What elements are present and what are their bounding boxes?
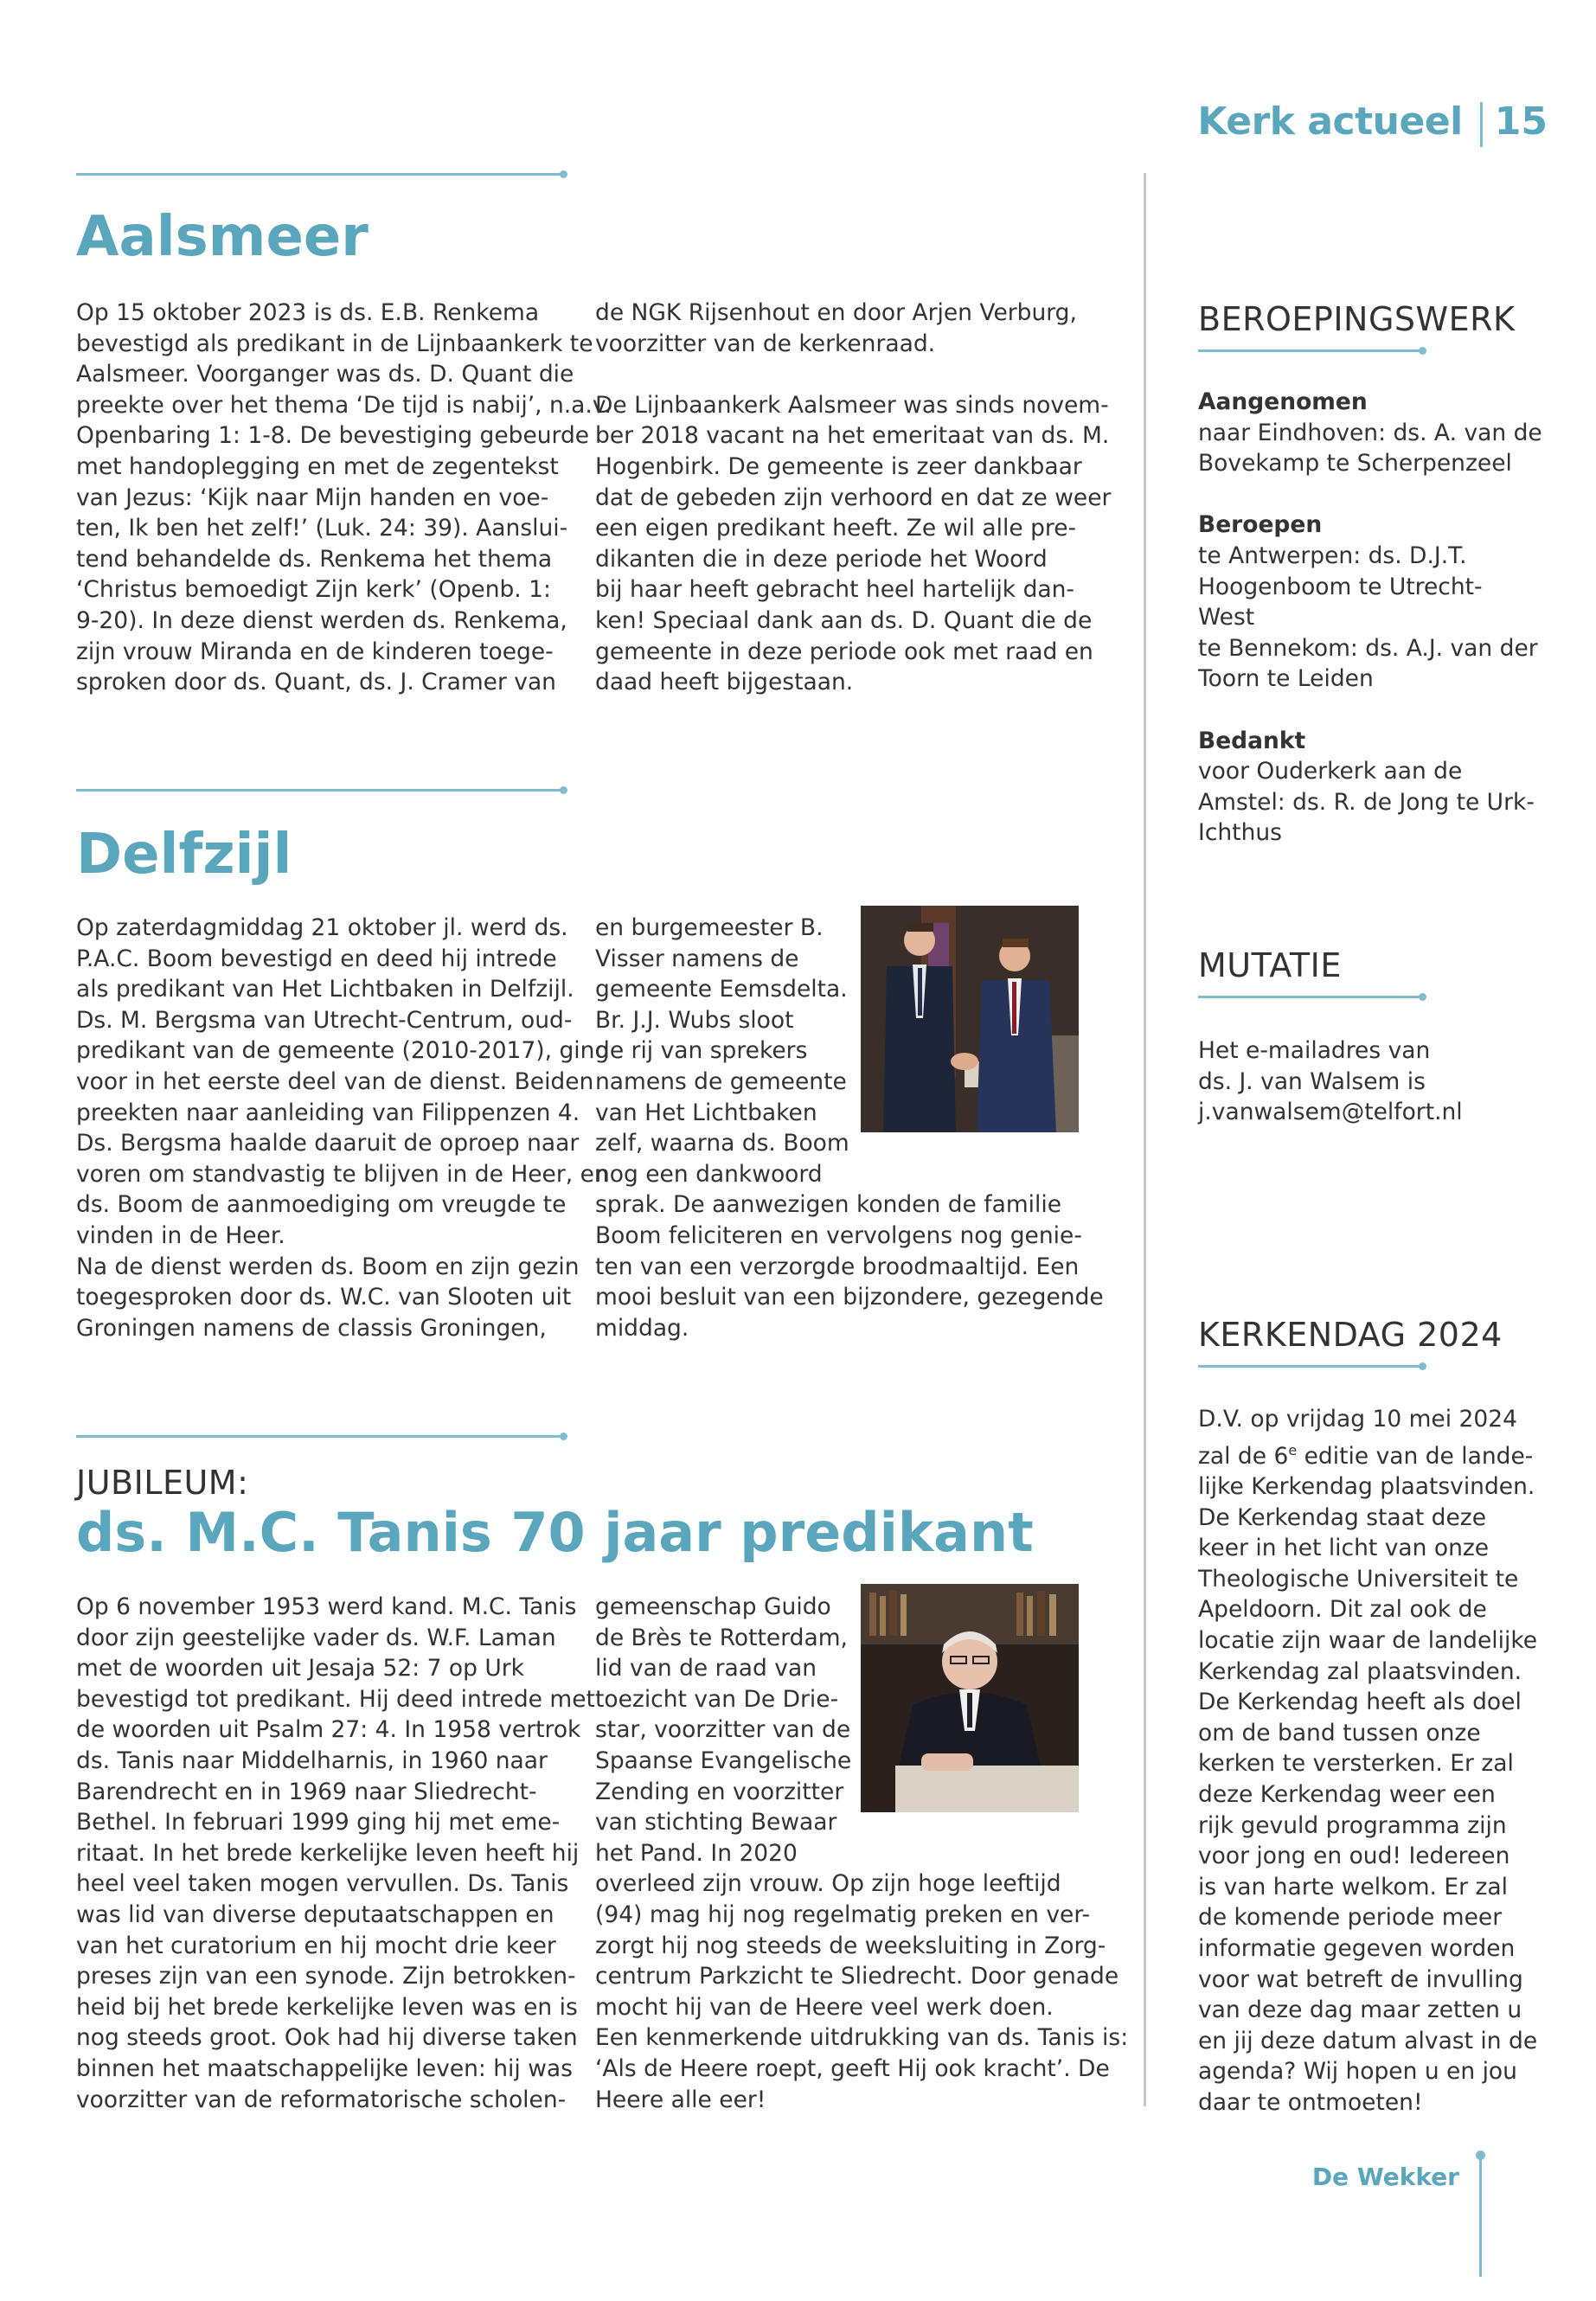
delfzijl-col2-line: namens de gemeente bbox=[595, 1067, 847, 1095]
kerkendag-line: kerken te versterken. Er zal bbox=[1198, 1750, 1514, 1778]
jubileum-col1-line: was lid van diverse deputaatschappen en bbox=[76, 1900, 554, 1928]
aalsmeer-col1-line: ‘Christus bemoedigt Zijn kerk’ (Openb. 1: bbox=[76, 576, 551, 604]
jubileum-col2-line: het Pand. In 2020 bbox=[595, 1839, 798, 1867]
beroepingswerk-rule bbox=[1198, 349, 1423, 352]
aalsmeer-col1-line: Aalsmeer. Voorganger was ds. D. Quant die bbox=[76, 361, 574, 388]
delfzijl-col1 bbox=[76, 913, 609, 1343]
jubileum-col2-line: star, voorzitter van de bbox=[595, 1716, 851, 1744]
running-header bbox=[1197, 95, 1548, 147]
aangenomen-line: naar Eindhoven: ds. A. van de bbox=[1198, 419, 1542, 446]
aalsmeer-col1-line: Op 15 oktober 2023 is ds. E.B. Renkema bbox=[76, 299, 540, 326]
jubileum-col2-line: toezicht van De Drie- bbox=[595, 1685, 839, 1713]
kerkendag-line: rijk gevuld programma zijn bbox=[1198, 1811, 1507, 1839]
aalsmeer-col2-line: ken! Speciaal dank aan ds. D. Quant die de bbox=[595, 606, 1093, 634]
jubileum-col2-line: Zending en voorzitter bbox=[595, 1778, 844, 1805]
aalsmeer-col2-line: De Lijnbaankerk Aalsmeer was sinds novem- bbox=[595, 391, 1109, 419]
footer-publication: De Wekker bbox=[1311, 2163, 1459, 2191]
delfzijl-col2-line: van Het Lichtbaken bbox=[595, 1099, 817, 1126]
jubileum-col1-line: Bethel. In februari 1999 ging hij met eme- bbox=[76, 1809, 561, 1836]
jubileum-rule bbox=[76, 1435, 564, 1438]
aalsmeer-col1-line: zijn vrouw Miranda en de kinderen toege- bbox=[76, 638, 554, 665]
kerkendag-line: De Kerkendag heeft als doel bbox=[1198, 1689, 1522, 1716]
delfzijl-col2-line: ten van een verzorgde broodmaaltijd. Een bbox=[595, 1253, 1080, 1280]
delfzijl-col1-line: voor in het eerste deel van de dienst. Beiden bbox=[76, 1067, 594, 1095]
jubileum-col2-line: mocht hij van de Heere veel werk doen. bbox=[595, 1993, 1054, 2021]
delfzijl-title: Delfzijl bbox=[76, 823, 292, 887]
kerkendag-line: informatie gegeven worden bbox=[1198, 1934, 1516, 1962]
jubileum-col2-line: zorgt hij nog steeds de weeksluiting in Zorg- bbox=[595, 1932, 1106, 1959]
mutatie-heading: MUTATIE bbox=[1198, 946, 1342, 984]
kerkendag-line: De Kerkendag staat deze bbox=[1198, 1503, 1487, 1531]
jubileum-col2-line: (94) mag hij nog regelmatig preken en ver- bbox=[595, 1900, 1091, 1928]
footer-rule-dot bbox=[1476, 2150, 1485, 2160]
aangenomen-line: Bovekamp te Scherpenzeel bbox=[1198, 450, 1512, 478]
aalsmeer-col1-line: bevestigd als predikant in de Lijnbaankerk te bbox=[76, 330, 593, 357]
aalsmeer-col1-line: sproken door ds. Quant, ds. J. Cramer van bbox=[76, 669, 556, 696]
mutatie-line: j.vanwalsem@telfort.nl bbox=[1198, 1099, 1463, 1126]
column-divider bbox=[1144, 173, 1146, 2106]
jubileum-title: ds. M.C. Tanis 70 jaar predikant bbox=[76, 1501, 1034, 1564]
jubileum-col1-line: Op 6 november 1953 werd kand. M.C. Tanis bbox=[76, 1593, 577, 1620]
beroepingswerk-heading: BEROEPINGSWERK bbox=[1198, 300, 1516, 338]
kerkendag-line: Apeldoorn. Dit zal ook de bbox=[1198, 1596, 1487, 1624]
beroepingswerk-list bbox=[1198, 387, 1542, 849]
jubileum-col1-line: de woorden uit Psalm 27: 4. In 1958 vertrok bbox=[76, 1716, 581, 1744]
kerkendag-line: de komende periode meer bbox=[1198, 1904, 1503, 1932]
beroepen-line: te Bennekom: ds. A.J. van der bbox=[1198, 634, 1538, 662]
jubileum-kicker: JUBILEUM: bbox=[76, 1464, 249, 1502]
aalsmeer-col1-line: 9-20). In deze dienst werden ds. Renkema, bbox=[76, 606, 567, 634]
aalsmeer-col2-line bbox=[595, 359, 1111, 390]
delfzijl-col2-line: Visser namens de bbox=[595, 945, 799, 972]
footer-rule bbox=[1479, 2154, 1482, 2277]
jubileum-col1-line: van het curatorium en hij mocht drie keer bbox=[76, 1932, 556, 1959]
jubileum-col1-line: door zijn geestelijke vader ds. W.F. Laman bbox=[76, 1624, 556, 1651]
aalsmeer-col1-line: Openbaring 1: 1-8. De bevestiging gebeurde bbox=[76, 422, 590, 450]
jubileum-col2-line: gemeenschap Guido bbox=[595, 1593, 831, 1620]
beroepen-line: te Antwerpen: ds. D.J.T. bbox=[1198, 542, 1467, 569]
jubileum-col2-line: overleed zijn vrouw. Op zijn hoge leeftijd bbox=[595, 1870, 1061, 1898]
kerkendag-line: voor wat betreft de invulling bbox=[1198, 1965, 1523, 1993]
bedankt-text bbox=[1198, 756, 1542, 849]
kerkendag-rule bbox=[1198, 1365, 1423, 1368]
jubileum-col1-line: heid bij het brede kerkelijke leven was en is bbox=[76, 1993, 578, 2021]
beroepen-line: Toorn te Leiden bbox=[1198, 665, 1374, 693]
bedankt-line: Ichthus bbox=[1198, 819, 1282, 847]
aalsmeer-col2-line: dat de gebeden zijn verhoord en dat ze weer bbox=[595, 484, 1112, 511]
aalsmeer-col2-line: dikanten die in deze periode het Woord bbox=[595, 545, 1048, 573]
delfzijl-col1-line: toegesproken door ds. W.C. van Slooten uit bbox=[76, 1284, 572, 1311]
kerkendag-text bbox=[1198, 1404, 1537, 2118]
delfzijl-col2-line: middag. bbox=[595, 1314, 689, 1342]
mutatie-line: Het e-mailadres van bbox=[1198, 1037, 1431, 1064]
jubileum-col2-line: de Brès te Rotterdam, bbox=[595, 1624, 848, 1651]
aalsmeer-col1-line: ten, Ik ben het zelf!’ (Luk. 24: 39). Aanslui- bbox=[76, 515, 568, 542]
jubileum-col2-line: Spaanse Evangelische bbox=[595, 1747, 852, 1774]
delfzijl-col1-line: als predikant van Het Lichtbaken in Delfzijl. bbox=[76, 976, 574, 1003]
aangenomen-text bbox=[1198, 418, 1542, 479]
aalsmeer-col2-line: daad heeft bijgestaan. bbox=[595, 669, 854, 696]
delfzijl-col2-line: en burgemeester B. bbox=[595, 914, 824, 941]
delfzijl-col1-line: Groningen namens de classis Groningen, bbox=[76, 1314, 547, 1342]
jubileum-col1-line: nog steeds groot. Ook had hij diverse taken bbox=[76, 2024, 578, 2052]
jubileum-col1-line: met de woorden uit Jesaja 52: 7 op Urk bbox=[76, 1655, 524, 1682]
aalsmeer-col2 bbox=[595, 298, 1111, 698]
mutatie-text bbox=[1198, 1035, 1463, 1128]
delfzijl-col1-line: Na de dienst werden ds. Boom en zijn gezin bbox=[76, 1253, 580, 1280]
kerkendag-line: lijke Kerkendag plaatsvinden. bbox=[1198, 1473, 1535, 1501]
aalsmeer-rule bbox=[76, 173, 564, 176]
kerkendag-line: voor jong en oud! Iedereen bbox=[1198, 1843, 1510, 1870]
delfzijl-col1-line: vinden in de Heer. bbox=[76, 1221, 285, 1249]
kerkendag-line: locatie zijn waar de landelijke bbox=[1198, 1626, 1538, 1654]
delfzijl-col1-line: P.A.C. Boom bevestigd en deed hij intrede bbox=[76, 945, 557, 972]
kerkendag-line: en jij deze datum alvast in de bbox=[1198, 2027, 1538, 2054]
kerkendag-line: Kerkendag zal plaatsvinden. bbox=[1198, 1657, 1522, 1685]
aalsmeer-title: Aalsmeer bbox=[76, 205, 369, 269]
delfzijl-col1-line: voren om standvastig te blijven in de Heer, en bbox=[76, 1160, 609, 1188]
jubileum-col2-line: centrum Parkzicht te Sliedrecht. Door genade bbox=[595, 1963, 1119, 1990]
mutatie-rule bbox=[1198, 996, 1423, 998]
aalsmeer-col2-line: de NGK Rijsenhout en door Arjen Verburg, bbox=[595, 299, 1077, 326]
handshake-illustration bbox=[861, 906, 1079, 1132]
mutatie-line: ds. J. van Walsem is bbox=[1198, 1067, 1426, 1095]
kerkendag-line: van deze dag maar zetten u bbox=[1198, 1997, 1522, 2024]
delfzijl-col1-line: preekten naar aanleiding van Filippenzen 4. bbox=[76, 1099, 580, 1126]
jubileum-col2-line: Heere alle eer! bbox=[595, 2086, 766, 2113]
aalsmeer-col1-line: preekte over het thema ‘De tijd is nabij’, n.a.v. bbox=[76, 391, 612, 419]
jubileum-col1-line: ds. Tanis naar Middelharnis, in 1960 naar bbox=[76, 1747, 548, 1774]
delfzijl-col1-line: predikant van de gemeente (2010-2017), ging bbox=[76, 1037, 610, 1065]
handshake-photo bbox=[861, 906, 1079, 1132]
jubileum-col1-line: heel veel taken mogen vervullen. Ds. Tanis bbox=[76, 1870, 569, 1898]
delfzijl-col2-line: zelf, waarna ds. Boom bbox=[595, 1130, 849, 1157]
aalsmeer-col1 bbox=[76, 298, 612, 698]
aalsmeer-col1-line: tend behandelde ds. Renkema het thema bbox=[76, 545, 553, 573]
kerkendag-line-2: zal de 6e editie van de lande- bbox=[1198, 1441, 1534, 1470]
jubileum-col1-line: voorzitter van de reformatorische scholen- bbox=[76, 2086, 567, 2113]
section-title: Kerk actueel bbox=[1197, 99, 1463, 144]
delfzijl-col1-line: Ds. M. Bergsma van Utrecht-Centrum, oud- bbox=[76, 1006, 573, 1034]
bedankt-line: voor Ouderkerk aan de bbox=[1198, 758, 1463, 785]
delfzijl-col2-line: gemeente Eemsdelta. bbox=[595, 976, 848, 1003]
jubileum-col1 bbox=[76, 1592, 595, 2115]
aalsmeer-col2-line: een eigen predikant heeft. Ze wil alle pre- bbox=[595, 515, 1077, 542]
bedankt-line: Amstel: ds. R. de Jong te Urk- bbox=[1198, 788, 1535, 816]
tanis-photo bbox=[861, 1584, 1079, 1812]
kerkendag-heading: KERKENDAG 2024 bbox=[1198, 1316, 1503, 1354]
delfzijl-col1-line: ds. Boom de aanmoediging om vreugde te bbox=[76, 1191, 567, 1219]
delfzijl-col1-line: Op zaterdagmiddag 21 oktober jl. werd ds. bbox=[76, 914, 568, 941]
beroepen-text bbox=[1198, 541, 1542, 695]
beroepen-line: Hoogenboom te Utrecht- bbox=[1198, 573, 1483, 600]
jubileum-col1-line: binnen het maatschappelijke leven: hij was bbox=[76, 2054, 573, 2082]
jubileum-col2-line: van stichting Bewaar bbox=[595, 1809, 837, 1836]
beroepen-line: West bbox=[1198, 604, 1255, 631]
delfzijl-col2-line: Br. J.J. Wubs sloot bbox=[595, 1006, 794, 1034]
kerkendag-line: om de band tussen onze bbox=[1198, 1719, 1481, 1747]
aalsmeer-col2-line: gemeente in deze periode ook met raad en bbox=[595, 638, 1093, 665]
jubileum-col1-line: bevestigd tot predikant. Hij deed intrede met bbox=[76, 1685, 595, 1713]
kerkendag-line: daar te ontmoeten! bbox=[1198, 2088, 1423, 2116]
jubileum-col1-line: ritaat. In het brede kerkelijke leven heeft hij bbox=[76, 1839, 580, 1867]
aalsmeer-col2-line: ber 2018 vacant na het emeritaat van ds. M. bbox=[595, 422, 1110, 450]
kerkendag-line: is van harte welkom. Er zal bbox=[1198, 1873, 1508, 1900]
jubileum-col2-line: ‘Als de Heere roept, geeft Hij ook kracht’. De bbox=[595, 2054, 1110, 2082]
page-number: 15 bbox=[1494, 99, 1548, 144]
aangenomen-label: Aangenomen bbox=[1198, 388, 1368, 415]
jubileum-col1-line: preses zijn van een synode. Zijn betrokken- bbox=[76, 1963, 576, 1990]
header-divider bbox=[1480, 102, 1483, 147]
kerkendag-line-1: D.V. op vrijdag 10 mei 2024 bbox=[1198, 1406, 1517, 1433]
delfzijl-rule bbox=[76, 789, 564, 792]
delfzijl-col1-line: Ds. Bergsma haalde daaruit de oproep naar bbox=[76, 1130, 580, 1157]
delfzijl-col2-line: Boom feliciteren en vervolgens nog genie- bbox=[595, 1221, 1082, 1249]
delfzijl-col2-line: nog een dankwoord bbox=[595, 1160, 823, 1188]
man-writing-illustration bbox=[861, 1584, 1079, 1812]
jubileum-col1-line: Barendrecht en in 1969 naar Sliedrecht- bbox=[76, 1778, 537, 1805]
kerkendag-line: keer in het licht van onze bbox=[1198, 1535, 1490, 1562]
aalsmeer-col1-line: van Jezus: ‘Kijk naar Mijn handen en voe- bbox=[76, 484, 549, 511]
aalsmeer-col2-line: Hogenbirk. De gemeente is zeer dankbaar bbox=[595, 452, 1082, 480]
aalsmeer-col2-line: voorzitter van de kerkenraad. bbox=[595, 330, 936, 357]
beroepen-label: Beroepen bbox=[1198, 511, 1323, 539]
aalsmeer-col2-line: bij haar heeft gebracht heel hartelijk dan- bbox=[595, 576, 1074, 604]
aalsmeer-col1-line: met handoplegging en met de zegentekst bbox=[76, 452, 559, 480]
kerkendag-line: deze Kerkendag weer een bbox=[1198, 1780, 1496, 1808]
delfzijl-col2-line: de rij van sprekers bbox=[595, 1037, 808, 1065]
bedankt-label: Bedankt bbox=[1198, 727, 1306, 754]
delfzijl-col2-line: sprak. De aanwezigen konden de familie bbox=[595, 1191, 1062, 1219]
kerkendag-line: agenda? Wij hopen u en jou bbox=[1198, 2058, 1517, 2086]
jubileum-col2-line: lid van de raad van bbox=[595, 1655, 817, 1682]
kerkendag-line: Theologische Universiteit te bbox=[1198, 1565, 1519, 1593]
jubileum-col2-line: Een kenmerkende uitdrukking van ds. Tanis is: bbox=[595, 2024, 1129, 2052]
delfzijl-col2-line: mooi besluit van een bijzondere, gezegende bbox=[595, 1284, 1104, 1311]
